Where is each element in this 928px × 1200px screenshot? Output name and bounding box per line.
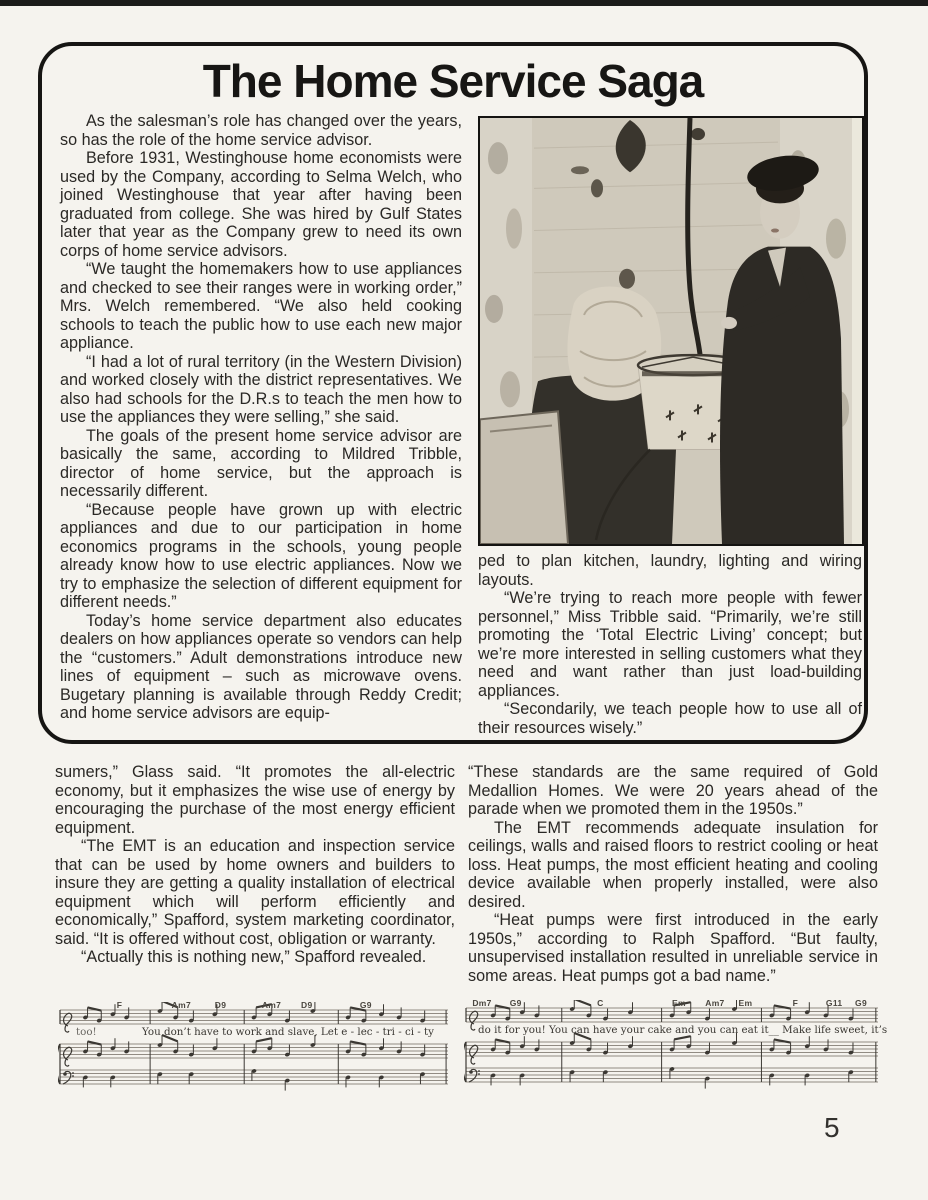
chord-label: G9 [509,998,522,1008]
paragraph: “I had a lot of rural territory (in the Western Division) and worked closely with the district representatives. We also had schools for the D.R.s to teach the men how to use the appliances they were selling,” she said. [60,352,462,426]
paragraph: “Because people have grown up with electric appliances and due to our participation in home economics programs in the schools, young people already know how to use electric appliances. Now we try to emphasize the selection of different equipment for different needs.” [60,500,462,611]
chord-label: G11 [825,998,843,1008]
paragraph: “We taught the homemakers how to use appliances and checked to see their ranges were in working order,” Mrs. Welch remembered. “We also held cooking schools to teach the public how to use each new major appliance. [60,260,462,352]
chord-label: Em [738,998,753,1008]
chord-label: D9 [214,1000,227,1010]
lower-column-left [55,763,455,967]
paragraph: Before 1931, Westinghouse home economists were used by the Company, according to Selma Welch, who joined Westinghouse that year after having been graduated from college. She was hired by Gulf States later that year as the Company grew to need its own corps of home service advisors. [60,149,462,260]
chord-label: C [597,998,604,1008]
lyric-pickup-left: too! [76,1026,97,1038]
paragraph: “Actually this is nothing new,” Spafford revealed. [81,948,427,966]
article-column-left [60,112,462,723]
paragraph: Today’s home service department also educates dealers on how appliances operate so vendors can help the “customers.” Adult demonstrations introduce new lines of equipment – such as microwave ovens. Bugetary planning is available through Reddy Credit; and home service advisors are equip- [60,611,462,722]
lower-column-right [468,763,878,985]
chord-label: F [116,1000,123,1010]
photo-caption-column [478,552,862,737]
music-staves-right [464,1000,880,1108]
chord-label: Am7 [171,1000,191,1010]
chord-labels-right [464,998,880,1010]
chord-label: G9 [359,1000,372,1010]
chord-label: D9 [301,1000,313,1010]
paragraph: The EMT recommends adequate insulation for ceilings, walls and raised floors to restrict cooling or heat loss. Heat pumps, the most efficient heating and cooling device available when properly installed, were also desired. [468,818,878,911]
lyric-line-right: do it for you! You can have your cake and you can eat it__ Make life sweet, it’s [478,1024,888,1036]
chord-label: Em [672,998,686,1008]
chord-label: Dm7 [472,998,492,1008]
home-service-photo [478,116,864,546]
article-frame [38,42,868,744]
photo-image [480,118,862,544]
chord-label: F [792,998,799,1008]
chord-label: G9 [855,998,867,1008]
scan-edge-strip [0,0,928,6]
paragraph: “Heat pumps were first introduced in the early 1950s,” according to Ralph Spafford. “But faulty, unsupervised installation resulted in unreliable service in some areas. Heat pumps got a bad name.” [468,911,878,985]
paragraph: sumers,” Glass said. “It promotes the all-electric economy, but it emphasizes the wise use of energy by encouraging the purchase of the most energy efficient equipment. [55,763,455,837]
paragraph: ped to plan kitchen, laundry, lighting and wiring layouts. [478,552,862,589]
paragraph: “Secondarily, we teach people how to use all of their resources wisely.” [478,700,862,737]
music-staves-left [58,1002,450,1110]
chair-back [480,411,568,544]
paragraph: As the salesman’s role has changed over the years, so has the role of the home service advisor. [60,112,462,149]
chord-labels-left [58,1000,450,1012]
lyric-line-left: You don’t have to work and slave, Let e - lec - tri - ci - ty [142,1026,434,1038]
paragraph: “These standards are the same required of Gold Medallion Homes. We were 20 years ahead of the parade when we promoted them in the 1950s.” [468,763,878,818]
page-number: 5 [824,1112,840,1143]
paragraph: The goals of the present home service advisor are basically the same, according to Mildred Tribble, director of home service, but the approach is necessarily different. [60,426,462,500]
sheet-music-right [464,998,888,1108]
paragraph: “The EMT is an education and inspection service that can be used by home owners and builders to insure they are getting a quality installation of electrical equipment which will perform efficiently and economically,” Spafford, system marketing coordinator, said. “It is offered without cost, obligation or warranty. [55,837,455,948]
sheet-music-left [58,1002,450,1110]
chord-label: Am7 [261,1000,282,1010]
article-title: The Home Service Saga [202,55,704,107]
chord-label: Am7 [705,998,725,1008]
paragraph: “We’re trying to reach more people with fewer personnel,” Miss Tribble said. “Primarily, we’re still promoting the ‘Total Electric Living’ concept; but we’re more interested in selling customers what they need and want rather than just load-building appliances. [478,589,862,700]
